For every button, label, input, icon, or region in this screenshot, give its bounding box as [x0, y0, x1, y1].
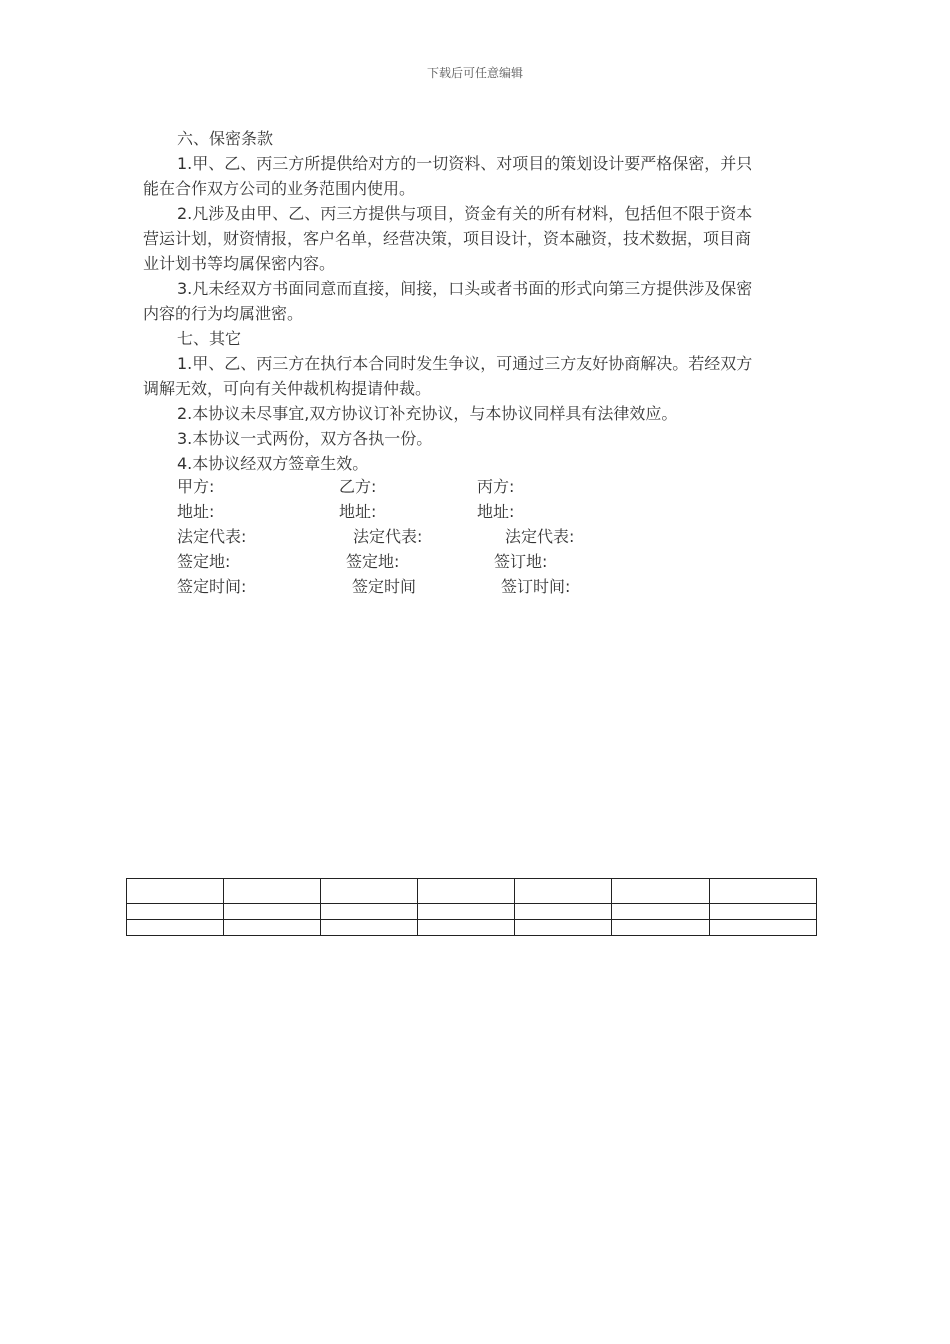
page-header: 下载后可任意编辑 — [426, 66, 523, 80]
section-title-confidentiality: 六、保密条款 — [177, 129, 274, 148]
table-cell — [710, 879, 817, 904]
party-b-label: 乙方: — [339, 477, 377, 496]
party-a-date-label: 签定时间: — [177, 577, 247, 596]
table-cell — [321, 904, 418, 920]
table-cell — [612, 879, 710, 904]
table-cell — [418, 904, 515, 920]
clause-paragraph: 2.凡涉及由甲、乙、丙三方提供与项目，资金有关的所有材料，包括但不限于资本营运计划，财资情报，客户名单，经营决策，项目设计，资本融资，技术数据，项目商业计划书等均属保密内容。 — [143, 204, 753, 273]
party-c-place-label: 签订地: — [494, 552, 548, 571]
clause-paragraph: 1.甲、乙、丙三方所提供给对方的一切资料、对项目的策划设计要严格保密，并只能在合作双方公司的业务范围内使用。 — [143, 154, 753, 198]
table-cell — [612, 920, 710, 936]
table-row — [127, 904, 817, 920]
clause-paragraph: 1.甲、乙、丙三方在执行本合同时发生争议，可通过三方友好协商解决。若经双方调解无效，可向有关仲裁机构提请仲裁。 — [143, 354, 753, 398]
table-cell — [710, 904, 817, 920]
table-cell — [224, 904, 321, 920]
party-c-representative-label: 法定代表: — [505, 527, 575, 546]
party-b-date-label: 签定时间 — [352, 577, 417, 596]
table-cell — [710, 920, 817, 936]
table-cell — [127, 920, 224, 936]
party-a-label: 甲方: — [177, 477, 215, 496]
party-b-address-label: 地址: — [339, 502, 377, 521]
table-cell — [418, 920, 515, 936]
clause-paragraph: 3.本协议一式两份，双方各执一份。 — [177, 429, 433, 448]
empty-table — [126, 878, 817, 936]
clause-paragraph: 4.本协议经双方签章生效。 — [177, 454, 369, 473]
party-c-label: 丙方: — [477, 477, 515, 496]
table-cell — [224, 920, 321, 936]
table-cell — [612, 904, 710, 920]
document-body — [143, 126, 763, 476]
table-cell — [515, 904, 612, 920]
table-cell — [321, 920, 418, 936]
party-a-representative-label: 法定代表: — [177, 527, 247, 546]
table-row — [127, 879, 817, 904]
table-cell — [321, 879, 418, 904]
section-title-other: 七、其它 — [177, 329, 242, 348]
table-cell — [515, 879, 612, 904]
table-cell — [515, 920, 612, 936]
party-c-address-label: 地址: — [477, 502, 515, 521]
party-a-place-label: 签定地: — [177, 552, 231, 571]
clause-paragraph: 2.本协议未尽事宜,双方协议订补充协议，与本协议同样具有法律效应。 — [177, 404, 678, 423]
party-b-place-label: 签定地: — [346, 552, 400, 571]
table-cell — [127, 904, 224, 920]
party-a-address-label: 地址: — [177, 502, 215, 521]
table-cell — [418, 879, 515, 904]
party-c-date-label: 签订时间: — [501, 577, 571, 596]
table-cell — [127, 879, 224, 904]
table-cell — [224, 879, 321, 904]
table-row — [127, 920, 817, 936]
party-b-representative-label: 法定代表: — [353, 527, 423, 546]
clause-paragraph: 3.凡未经双方书面同意而直接，间接，口头或者书面的形式向第三方提供涉及保密内容的行为均属泄密。 — [143, 279, 753, 323]
